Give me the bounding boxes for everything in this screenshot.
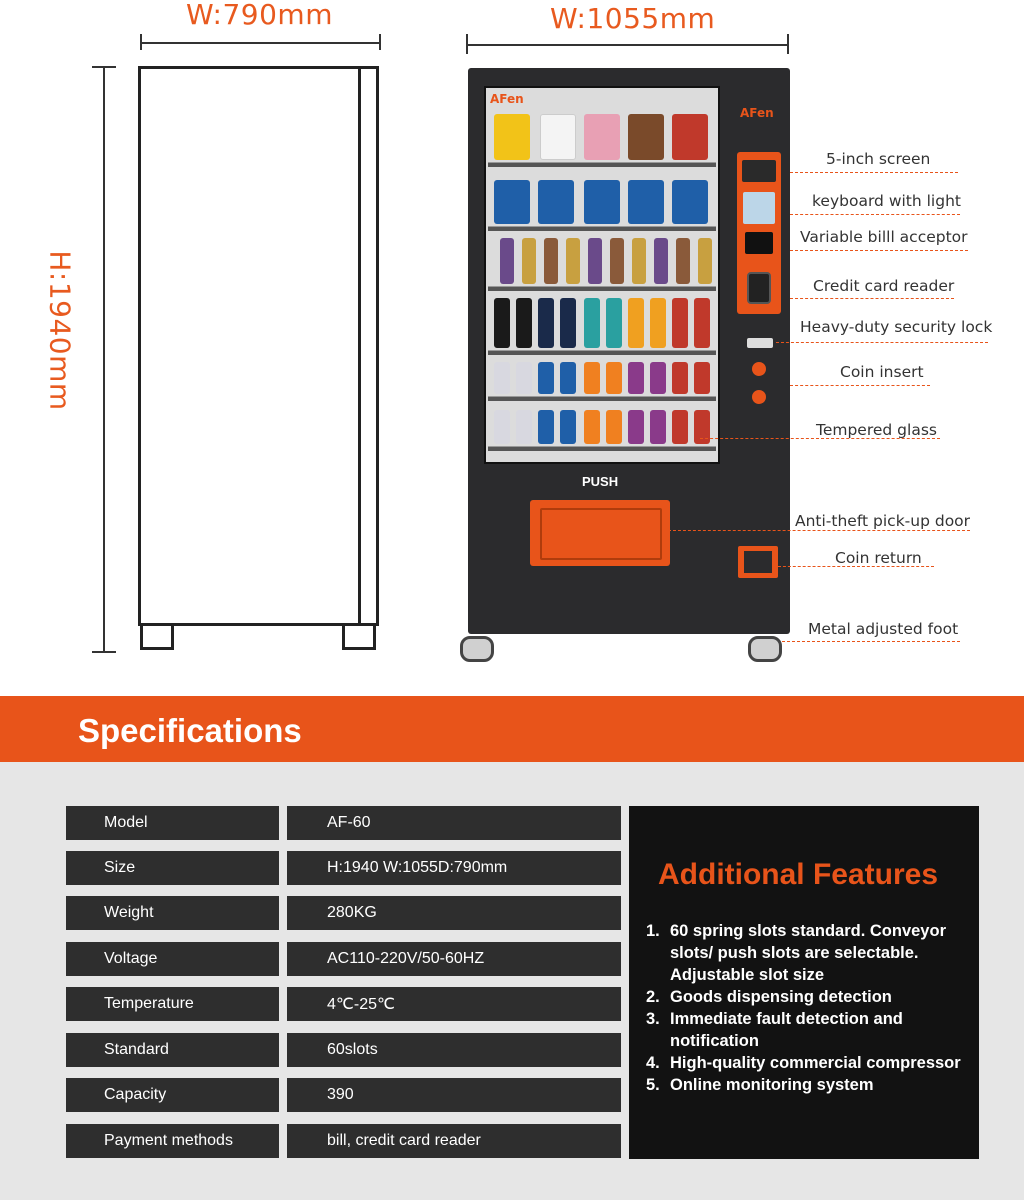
- can: [584, 362, 600, 394]
- screen: [742, 160, 776, 182]
- feature-item: 1. 60 spring slots standard. Conveyor slots/ push slots are selectable. Adjustable slot size: [646, 922, 946, 984]
- panel-brand-logo: AFen: [740, 106, 774, 120]
- bottle: [672, 298, 688, 348]
- can: [672, 362, 688, 394]
- coin-insert-button[interactable]: [752, 362, 766, 376]
- side-view-foot-right: [342, 626, 376, 650]
- protein-bar: [538, 180, 574, 224]
- spec-value: 390: [287, 1078, 621, 1112]
- candy-bar: [676, 238, 690, 284]
- snack-bag: [540, 114, 576, 160]
- bottle: [538, 298, 554, 348]
- protein-bar: [494, 180, 530, 224]
- coin-return-slot: [744, 551, 772, 573]
- can: [672, 410, 688, 444]
- side-view-foot-left: [140, 626, 174, 650]
- callout-tempered-glass: Tempered glass: [816, 421, 937, 439]
- spec-key: Payment methods: [66, 1124, 279, 1158]
- can: [628, 410, 644, 444]
- spec-value: H:1940 W:1055D:790mm: [287, 851, 621, 885]
- candy-bar: [500, 238, 514, 284]
- shelf: [488, 286, 716, 291]
- candy-bar: [632, 238, 646, 284]
- spec-key: Size: [66, 851, 279, 885]
- spec-value: 4℃-25℃: [287, 987, 621, 1021]
- can: [694, 362, 710, 394]
- bottle: [650, 298, 666, 348]
- height-line: [103, 66, 105, 652]
- spec-key: Voltage: [66, 942, 279, 976]
- can: [650, 362, 666, 394]
- pickup-door-frame: [540, 508, 662, 560]
- can: [650, 410, 666, 444]
- bottle: [494, 298, 510, 348]
- can: [538, 410, 554, 444]
- additional-features-title: Additional Features: [658, 858, 939, 891]
- can: [560, 362, 576, 394]
- shelf: [488, 226, 716, 231]
- shelf: [488, 162, 716, 167]
- bottle: [628, 298, 644, 348]
- bottle: [584, 298, 600, 348]
- specifications-title: Specifications: [78, 712, 302, 749]
- side-width-label: W:790mm: [186, 0, 333, 31]
- can: [494, 410, 510, 444]
- bottle: [560, 298, 576, 348]
- can: [516, 410, 532, 444]
- callout-bill-acceptor: Variable billl acceptor: [800, 228, 968, 246]
- feature-item: 2. Goods dispensing detection: [646, 988, 892, 1006]
- callout-keyboard: keyboard with light: [812, 192, 961, 210]
- security-lock: [747, 338, 773, 348]
- spec-value: AC110-220V/50-60HZ: [287, 942, 621, 976]
- side-view-door-edge: [358, 66, 361, 626]
- feature-item: 3. Immediate fault detection and notification: [646, 1010, 903, 1050]
- callout-screen: 5-inch screen: [826, 150, 931, 168]
- bill-acceptor[interactable]: [745, 232, 773, 254]
- spec-key: Capacity: [66, 1078, 279, 1112]
- card-reader[interactable]: [747, 272, 771, 304]
- snack-bag: [628, 114, 664, 160]
- additional-features-list: [646, 920, 976, 1096]
- spec-value: 280KG: [287, 896, 621, 930]
- spec-key: Model: [66, 806, 279, 840]
- candy-bar: [698, 238, 712, 284]
- callout-pickup-door: Anti-theft pick-up door: [795, 512, 971, 530]
- callout-card-reader: Credit card reader: [813, 277, 955, 295]
- spec-value: AF-60: [287, 806, 621, 840]
- caster-wheel: [460, 636, 494, 662]
- protein-bar: [584, 180, 620, 224]
- spec-key: Temperature: [66, 987, 279, 1021]
- candy-bar: [544, 238, 558, 284]
- candy-bar: [522, 238, 536, 284]
- can: [584, 410, 600, 444]
- can: [494, 362, 510, 394]
- side-width-line: [140, 42, 380, 44]
- candy-bar: [588, 238, 602, 284]
- can: [606, 410, 622, 444]
- callout-foot: Metal adjusted foot: [808, 620, 959, 638]
- can: [628, 362, 644, 394]
- candy-bar: [654, 238, 668, 284]
- callout-coin-insert: Coin insert: [840, 363, 924, 381]
- feature-item: 4. High-quality commercial compressor: [646, 1054, 961, 1072]
- shelf: [488, 396, 716, 401]
- front-width-label: W:1055mm: [550, 2, 716, 35]
- push-label: PUSH: [582, 474, 619, 489]
- can: [516, 362, 532, 394]
- bottle: [516, 298, 532, 348]
- protein-bar: [672, 180, 708, 224]
- can: [560, 410, 576, 444]
- callout-coin-return: Coin return: [835, 549, 922, 567]
- height-label: H:1940mm: [43, 250, 77, 411]
- front-width-line: [466, 44, 788, 46]
- change-button[interactable]: [752, 390, 766, 404]
- candy-bar: [566, 238, 580, 284]
- glass-brand-logo: AFen: [490, 92, 524, 106]
- feature-item: 5. Online monitoring system: [646, 1076, 874, 1094]
- spec-value: bill, credit card reader: [287, 1124, 621, 1158]
- bottle: [694, 298, 710, 348]
- can: [606, 362, 622, 394]
- caster-wheel: [748, 636, 782, 662]
- shelf: [488, 446, 716, 451]
- bottle: [606, 298, 622, 348]
- callout-security-lock: Heavy-duty security lock: [800, 318, 993, 336]
- can: [538, 362, 554, 394]
- snack-bag: [584, 114, 620, 160]
- shelf: [488, 350, 716, 355]
- candy-bar: [610, 238, 624, 284]
- protein-bar: [628, 180, 664, 224]
- spec-key: Weight: [66, 896, 279, 930]
- snack-bag: [672, 114, 708, 160]
- side-view-body: [138, 66, 379, 626]
- keypad[interactable]: [743, 192, 775, 224]
- spec-key: Standard: [66, 1033, 279, 1067]
- snack-bag: [494, 114, 530, 160]
- spec-value: 60slots: [287, 1033, 621, 1067]
